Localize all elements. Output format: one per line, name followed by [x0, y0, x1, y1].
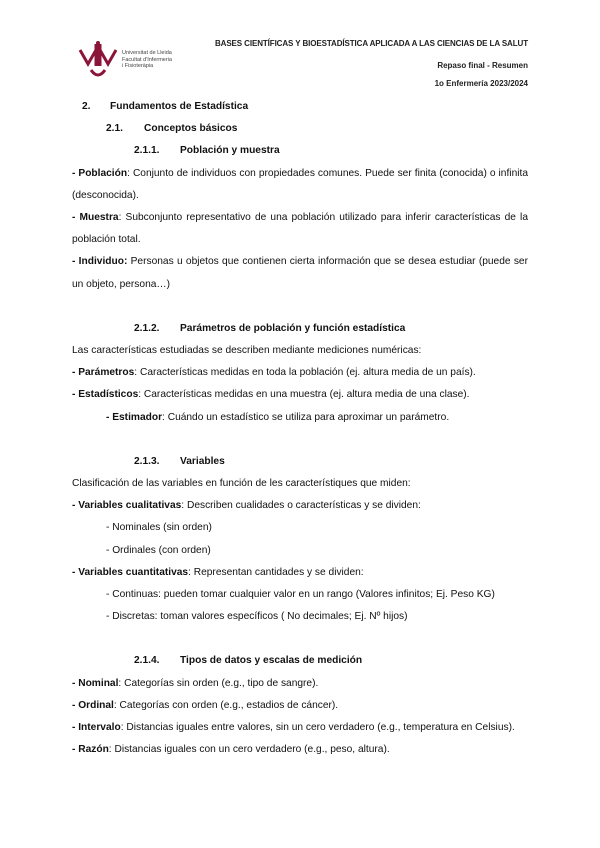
definition-text: Personas u objetos que contienen cierta información que se desea estudiar (puede ser un objeto, persona…): [72, 256, 528, 290]
term: - Variables cualitativas: [72, 500, 182, 512]
institution-line-1: Universitat de Lleida: [122, 50, 172, 56]
section-title: Fundamentos de Estadística: [110, 101, 249, 112]
university-emblem-icon: [76, 40, 120, 82]
course-year: 1o Enfermería 2023/2024: [434, 79, 528, 88]
subsection-number: 2.1.: [106, 123, 123, 135]
heading-poblacion-muestra: [72, 140, 528, 162]
definition-razon: [72, 739, 528, 761]
heading-title: Tipos de datos y escalas de medición: [180, 655, 363, 667]
heading-variables: [72, 451, 528, 473]
term: - Individuo:: [72, 256, 128, 268]
heading-number: 2.1.1.: [134, 145, 160, 157]
definition-text: : Distancias iguales con un cero verdadero (e.g., peso, altura).: [108, 744, 390, 756]
paragraph-intro: Las características estudiadas se describen mediante mediciones numéricas:: [72, 345, 422, 357]
definition-text: : Características medidas en toda la población (ej. altura media de un país).: [134, 367, 476, 379]
list-item-continuas: - Continuas: pueden tomar cualquier valor en un rango (Valores infinitos; Ej. Peso KG): [106, 589, 495, 601]
heading-title: Parámetros de población y función estadística: [180, 322, 406, 334]
definition-text: : Cuándo un estadístico se utiliza para aproximar un parámetro.: [162, 411, 450, 423]
definition-intervalo: [72, 717, 528, 739]
institution-name: [122, 50, 182, 70]
section-heading: [72, 96, 528, 118]
university-logo: [76, 40, 172, 82]
definition-text: : Categorías con orden (e.g., estadios de cáncer).: [113, 699, 339, 711]
list-item-discretas: - Discretas: toman valores específicos ( No decimales; Ej. Nº hijos): [106, 611, 408, 623]
list-item-ordinales: - Ordinales (con orden): [106, 544, 211, 556]
definition-text: : Representan cantidades y se dividen:: [188, 566, 364, 578]
definition-estadisticos: [72, 384, 528, 406]
definition-ordinal: [72, 695, 528, 717]
term: - Muestra: [72, 212, 119, 224]
definition-text: : Describen cualidades o características y se dividen:: [181, 500, 421, 512]
definition-parametros: [72, 362, 528, 384]
term: - Población: [72, 167, 128, 179]
term: - Parámetros: [72, 367, 135, 379]
document-type: Repaso final - Resumen: [437, 61, 528, 70]
definition-text: : Categorías sin orden (e.g., tipo de sangre).: [118, 677, 319, 689]
term: - Estimador: [106, 411, 163, 423]
subsection-heading: [72, 118, 528, 140]
definition-text: : Subconjunto representativo de una población utilizado para inferir características de la población total.: [72, 212, 528, 246]
heading-number: 2.1.4.: [134, 655, 160, 667]
section-number: 2.: [82, 101, 91, 112]
institution-line-3: i Fisioteràpia: [122, 63, 154, 69]
subsection-title: Conceptos básicos: [144, 123, 238, 135]
definition-individuo: [72, 251, 528, 295]
term: - Nominal: [72, 677, 119, 689]
heading-number: 2.1.3.: [134, 455, 160, 467]
term: - Razón: [72, 744, 109, 756]
document-body: [72, 96, 528, 761]
heading-number: 2.1.2.: [134, 322, 160, 334]
heading-parametros: [72, 318, 528, 340]
spacer: [72, 296, 528, 318]
definition-cuantitativas: [72, 562, 528, 584]
heading-title: Población y muestra: [180, 145, 280, 157]
definition-cualitativas: [72, 495, 528, 517]
definition-text: : Distancias iguales entre valores, sin un cero verdadero (e.g., temperatura en Celsius).: [120, 722, 515, 734]
institution-line-2: Facultat d'Infermeria: [122, 56, 172, 63]
heading-tipos-datos: [72, 650, 528, 672]
term: - Estadísticos: [72, 389, 139, 401]
term: - Ordinal: [72, 699, 114, 711]
term: - Variables cuantitativas: [72, 566, 189, 578]
definition-poblacion: [72, 163, 528, 207]
spacer: [72, 429, 528, 451]
paragraph-intro: Clasificación de las variables en función de les característiques que miden:: [72, 478, 411, 490]
definition-nominal: [72, 673, 528, 695]
term: - Intervalo: [72, 722, 121, 734]
heading-title: Variables: [180, 455, 225, 467]
definition-text: : Conjunto de individuos con propiedades comunes. Puede ser finita (conocida) o infinita (desconocida).: [72, 167, 528, 201]
spacer: [72, 628, 528, 650]
definition-text: : Características medidas en una muestra (ej. altura media de una clase).: [138, 389, 470, 401]
course-title: BASES CIENTÍFICAS Y BIOESTADÍSTICA APLICADA A LAS CIENCIAS DE LA SALUT: [214, 39, 528, 48]
list-item-nominales: - Nominales (sin orden): [106, 522, 212, 534]
definition-estimador: [72, 407, 528, 429]
definition-muestra: [72, 207, 528, 251]
